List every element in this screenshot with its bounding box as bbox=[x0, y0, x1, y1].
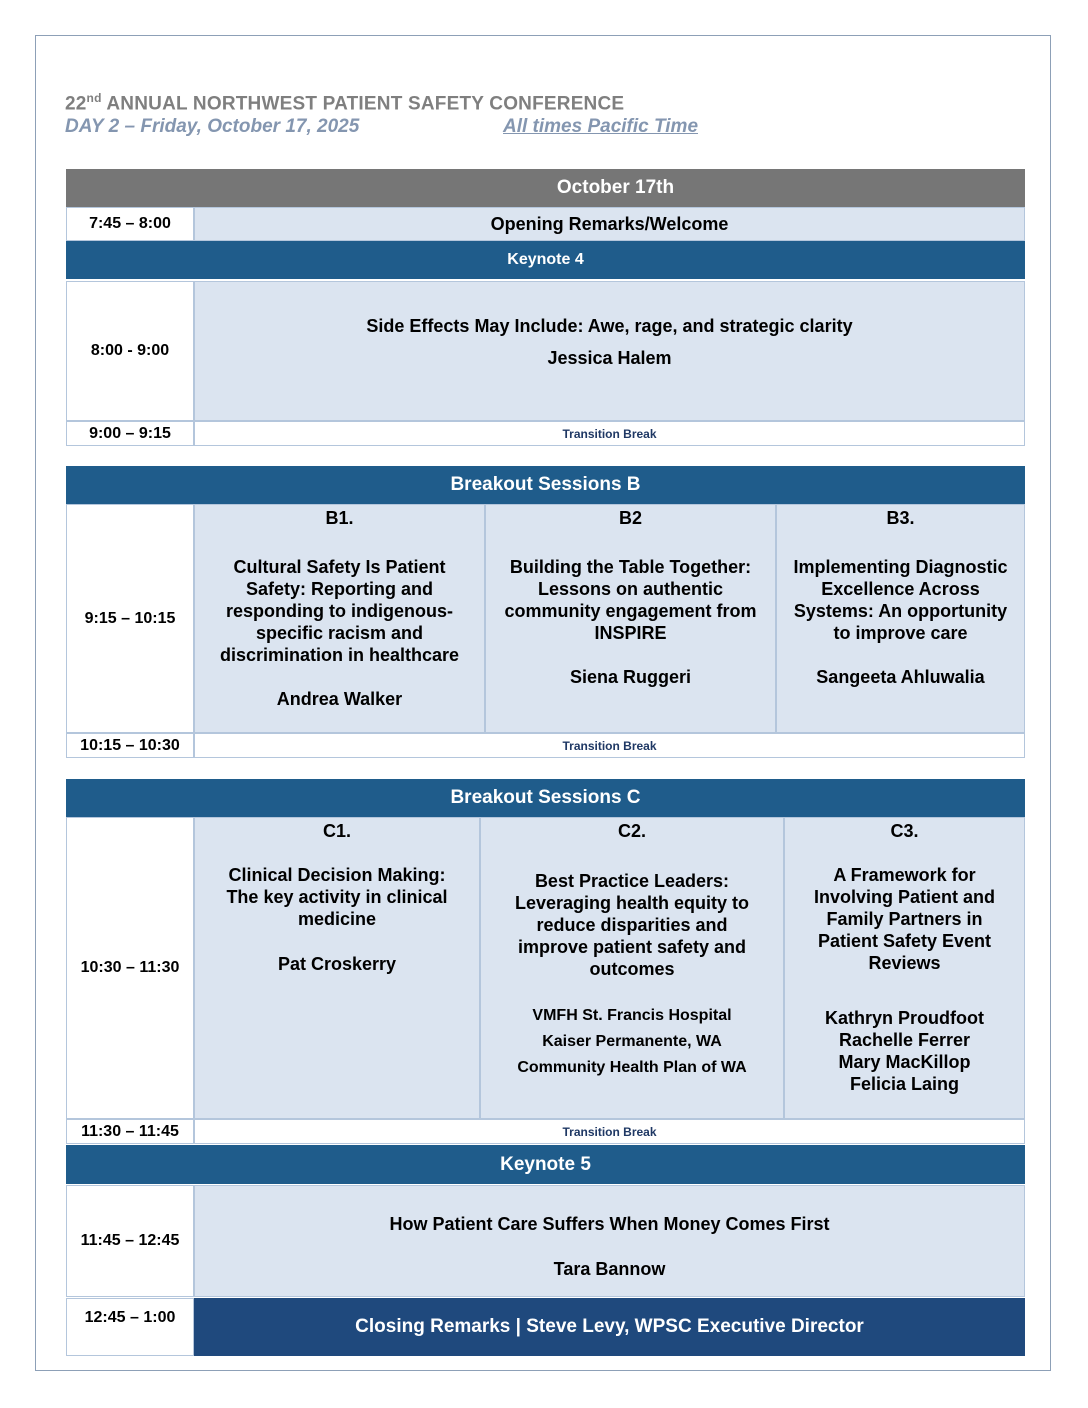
session-b1-title-line: Safety: Reporting and bbox=[245, 579, 433, 599]
keynote4-speaker: Jessica Halem bbox=[547, 348, 672, 368]
break2-time: 10:15 – 10:30 bbox=[66, 733, 194, 758]
session-b3-title-line: Systems: An opportunity bbox=[793, 601, 1008, 621]
keynote5-cell bbox=[194, 1185, 1025, 1297]
session-b1-title-line: Cultural Safety Is Patient bbox=[233, 557, 446, 577]
session-c2-title-line: reduce disparities and bbox=[536, 915, 728, 935]
conference-title bbox=[65, 91, 624, 115]
session-b3-title-line: to improve care bbox=[833, 623, 968, 643]
session-c2-org: Community Health Plan of WA bbox=[517, 1059, 747, 1076]
session-c3-title-line: Patient Safety Event bbox=[817, 931, 992, 951]
session-c2-title-line: outcomes bbox=[589, 959, 675, 979]
date-bar-label: October 17th bbox=[556, 177, 675, 198]
session-b1-code: B1. bbox=[325, 508, 354, 528]
title-rest: ANNUAL NORTHWEST PATIENT SAFETY CONFERENCE bbox=[101, 93, 625, 115]
session-c3-title-line: Involving Patient and bbox=[813, 887, 996, 907]
break1-label: Transition Break bbox=[194, 421, 1025, 446]
session-c3 bbox=[784, 817, 1025, 1119]
session-c1-title-line: Clinical Decision Making: bbox=[228, 865, 446, 885]
opening-time: 7:45 – 8:00 bbox=[66, 207, 194, 241]
session-c3-speaker: Felicia Laing bbox=[849, 1074, 960, 1094]
keynote4-time: 8:00 - 9:00 bbox=[66, 281, 194, 421]
break3-time: 11:30 – 11:45 bbox=[66, 1119, 194, 1144]
session-c1-speaker: Pat Croskerry bbox=[277, 954, 397, 974]
session-b3-title-line: Excellence Across bbox=[821, 579, 980, 599]
breakout-c-time: 10:30 – 11:30 bbox=[66, 817, 194, 1119]
session-c2-org: VMFH St. Francis Hospital bbox=[532, 1007, 732, 1024]
session-c3-title-line: A Framework for bbox=[833, 865, 976, 885]
session-b1-title-line: specific racism and bbox=[255, 623, 424, 643]
session-c2 bbox=[480, 817, 784, 1119]
session-c3-speaker: Rachelle Ferrer bbox=[838, 1030, 971, 1050]
keynote5-title: How Patient Care Suffers When Money Comes First bbox=[389, 1214, 830, 1234]
session-b2 bbox=[485, 504, 776, 733]
session-b2-title-line: Lessons on authentic bbox=[537, 579, 724, 599]
session-b1-title-line: responding to indigenous- bbox=[226, 601, 453, 621]
closing-time: 12:45 – 1:00 bbox=[66, 1298, 194, 1356]
session-c2-title-line: Leveraging health equity to bbox=[514, 893, 750, 913]
session-b3-code: B3. bbox=[886, 508, 915, 528]
session-b3-title-line: Implementing Diagnostic bbox=[793, 557, 1008, 577]
session-b2-speaker: Siena Ruggeri bbox=[569, 667, 692, 687]
keynote5-speaker: Tara Bannow bbox=[553, 1259, 666, 1279]
break2-label: Transition Break bbox=[194, 733, 1025, 758]
session-c1-title-line: The key activity in clinical bbox=[226, 887, 448, 907]
opening-title: Opening Remarks/Welcome bbox=[194, 207, 1025, 241]
break3-label: Transition Break bbox=[194, 1119, 1025, 1144]
day-label: DAY 2 – Friday, October 17, 2025 bbox=[65, 116, 360, 137]
date-bar bbox=[66, 169, 1025, 207]
session-c1 bbox=[194, 817, 480, 1119]
session-c1-title-line: medicine bbox=[297, 909, 377, 929]
keynote4-cell bbox=[194, 281, 1025, 421]
session-c2-code: C2. bbox=[617, 821, 646, 841]
keynote4-bar: Keynote 4 bbox=[66, 241, 1025, 279]
session-c2-title-line: improve patient safety and bbox=[517, 937, 747, 957]
session-b2-title-line: Building the Table Together: bbox=[509, 557, 752, 577]
breakout-c-bar: Breakout Sessions C bbox=[66, 779, 1025, 817]
session-c3-title-line: Reviews bbox=[868, 953, 941, 973]
timezone-link[interactable]: All times Pacific Time bbox=[503, 116, 699, 137]
session-b2-title-line: INSPIRE bbox=[594, 623, 667, 643]
session-b3-speaker: Sangeeta Ahluwalia bbox=[816, 667, 985, 687]
closing-title: Closing Remarks | Steve Levy, WPSC Executive Director bbox=[194, 1298, 1025, 1356]
breakout-b-time: 9:15 – 10:15 bbox=[66, 504, 194, 733]
session-c2-title-line: Best Practice Leaders: bbox=[534, 871, 730, 891]
session-c1-code: C1. bbox=[322, 821, 351, 841]
title-number: 22 bbox=[65, 93, 87, 115]
session-c3-title-line: Family Partners in bbox=[826, 909, 983, 929]
title-suffix: nd bbox=[86, 91, 102, 105]
session-c2-org: Kaiser Permanente, WA bbox=[542, 1033, 722, 1050]
breakout-b-bar: Breakout Sessions B bbox=[66, 466, 1025, 504]
session-b2-code: B2 bbox=[618, 508, 642, 528]
session-c3-speaker: Mary MacKillop bbox=[838, 1052, 971, 1072]
session-c3-code: C3. bbox=[890, 821, 919, 841]
keynote4-title: Side Effects May Include: Awe, rage, and strategic clarity bbox=[366, 316, 853, 336]
session-b2-title-line: community engagement from bbox=[504, 601, 757, 621]
session-b1-title-line: discrimination in healthcare bbox=[219, 645, 460, 665]
break1-time: 9:00 – 9:15 bbox=[66, 421, 194, 446]
session-b1 bbox=[194, 504, 485, 733]
keynote5-bar: Keynote 5 bbox=[66, 1145, 1025, 1184]
session-b1-speaker: Andrea Walker bbox=[276, 689, 403, 709]
session-b3 bbox=[776, 504, 1025, 733]
keynote5-time: 11:45 – 12:45 bbox=[66, 1185, 194, 1297]
session-c3-speaker: Kathryn Proudfoot bbox=[825, 1008, 984, 1028]
